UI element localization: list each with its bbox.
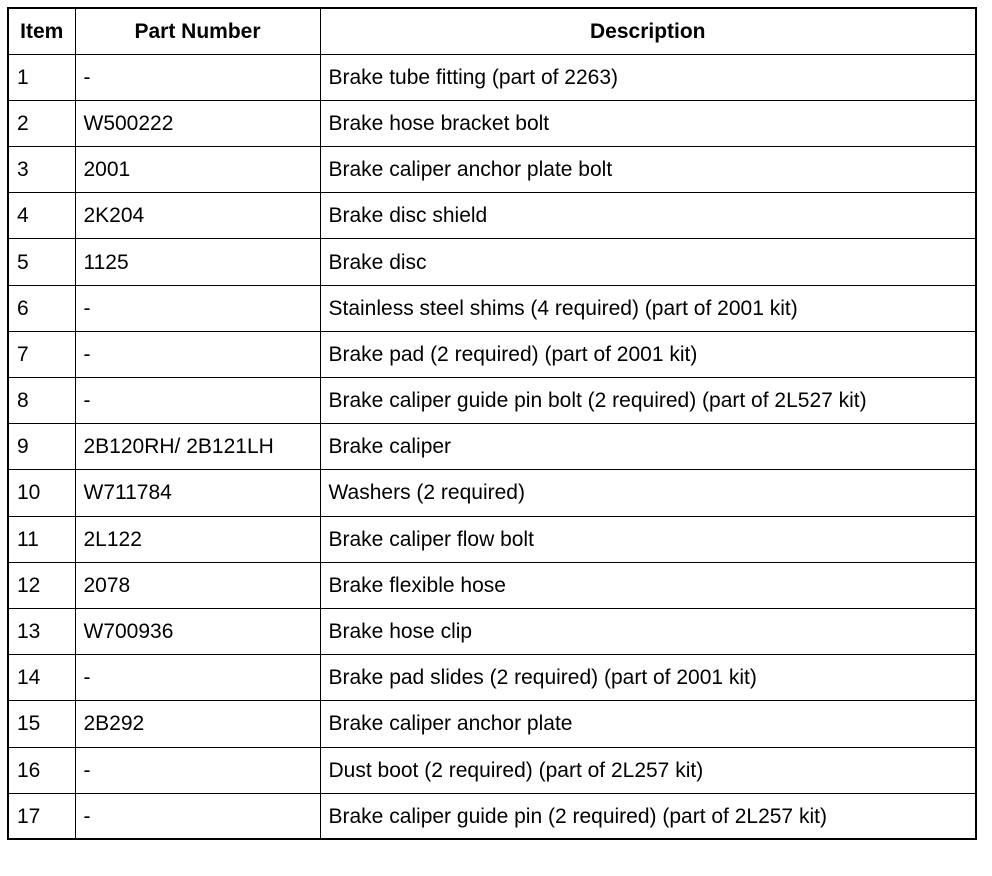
cell-item: 12 bbox=[8, 562, 75, 608]
cell-description: Washers (2 required) bbox=[320, 470, 976, 516]
header-row bbox=[8, 8, 976, 54]
cell-part-number: - bbox=[75, 655, 320, 701]
cell-part-number: 2B120RH/ 2B121LH bbox=[75, 424, 320, 470]
cell-part-number: - bbox=[75, 747, 320, 793]
table-row bbox=[8, 147, 976, 193]
cell-item: 15 bbox=[8, 701, 75, 747]
table-row bbox=[8, 239, 976, 285]
table-body bbox=[8, 54, 976, 839]
table-row bbox=[8, 608, 976, 654]
cell-item: 4 bbox=[8, 193, 75, 239]
cell-part-number: W700936 bbox=[75, 608, 320, 654]
table-header bbox=[8, 8, 976, 54]
cell-description: Brake hose bracket bolt bbox=[320, 100, 976, 146]
cell-part-number: - bbox=[75, 331, 320, 377]
table-row bbox=[8, 793, 976, 839]
header-description: Description bbox=[320, 8, 976, 54]
table-row bbox=[8, 331, 976, 377]
cell-item: 14 bbox=[8, 655, 75, 701]
cell-part-number: 2001 bbox=[75, 147, 320, 193]
cell-part-number: - bbox=[75, 378, 320, 424]
cell-part-number: 2L122 bbox=[75, 516, 320, 562]
cell-description: Brake disc shield bbox=[320, 193, 976, 239]
table-row bbox=[8, 516, 976, 562]
cell-item: 6 bbox=[8, 285, 75, 331]
cell-description: Brake tube fitting (part of 2263) bbox=[320, 54, 976, 100]
cell-item: 3 bbox=[8, 147, 75, 193]
cell-description: Brake caliper bbox=[320, 424, 976, 470]
table-row bbox=[8, 470, 976, 516]
table-row bbox=[8, 424, 976, 470]
cell-description: Brake caliper guide pin bolt (2 required) (part of 2L527 kit) bbox=[320, 378, 976, 424]
table-row bbox=[8, 701, 976, 747]
cell-item: 10 bbox=[8, 470, 75, 516]
cell-item: 16 bbox=[8, 747, 75, 793]
table-row bbox=[8, 747, 976, 793]
table-row bbox=[8, 54, 976, 100]
table-row bbox=[8, 285, 976, 331]
cell-part-number: 2K204 bbox=[75, 193, 320, 239]
cell-item: 2 bbox=[8, 100, 75, 146]
cell-item: 7 bbox=[8, 331, 75, 377]
cell-description: Brake pad slides (2 required) (part of 2001 kit) bbox=[320, 655, 976, 701]
cell-item: 17 bbox=[8, 793, 75, 839]
cell-description: Dust boot (2 required) (part of 2L257 kit) bbox=[320, 747, 976, 793]
cell-item: 13 bbox=[8, 608, 75, 654]
header-item: Item bbox=[8, 8, 75, 54]
cell-description: Brake flexible hose bbox=[320, 562, 976, 608]
cell-part-number: W711784 bbox=[75, 470, 320, 516]
cell-item: 1 bbox=[8, 54, 75, 100]
cell-part-number: - bbox=[75, 54, 320, 100]
cell-part-number: - bbox=[75, 793, 320, 839]
cell-part-number: 2078 bbox=[75, 562, 320, 608]
cell-item: 11 bbox=[8, 516, 75, 562]
cell-description: Brake pad (2 required) (part of 2001 kit) bbox=[320, 331, 976, 377]
table-row bbox=[8, 562, 976, 608]
table-row bbox=[8, 655, 976, 701]
table-row bbox=[8, 378, 976, 424]
cell-description: Brake caliper flow bolt bbox=[320, 516, 976, 562]
cell-description: Brake caliper guide pin (2 required) (part of 2L257 kit) bbox=[320, 793, 976, 839]
cell-description: Brake disc bbox=[320, 239, 976, 285]
cell-description: Brake caliper anchor plate bbox=[320, 701, 976, 747]
cell-item: 8 bbox=[8, 378, 75, 424]
table-row bbox=[8, 100, 976, 146]
cell-description: Brake hose clip bbox=[320, 608, 976, 654]
cell-part-number: - bbox=[75, 285, 320, 331]
cell-description: Brake caliper anchor plate bolt bbox=[320, 147, 976, 193]
table-row bbox=[8, 193, 976, 239]
cell-part-number: 1125 bbox=[75, 239, 320, 285]
cell-description: Stainless steel shims (4 required) (part of 2001 kit) bbox=[320, 285, 976, 331]
parts-table bbox=[7, 7, 977, 840]
cell-item: 5 bbox=[8, 239, 75, 285]
header-part-number: Part Number bbox=[75, 8, 320, 54]
cell-part-number: W500222 bbox=[75, 100, 320, 146]
cell-part-number: 2B292 bbox=[75, 701, 320, 747]
cell-item: 9 bbox=[8, 424, 75, 470]
